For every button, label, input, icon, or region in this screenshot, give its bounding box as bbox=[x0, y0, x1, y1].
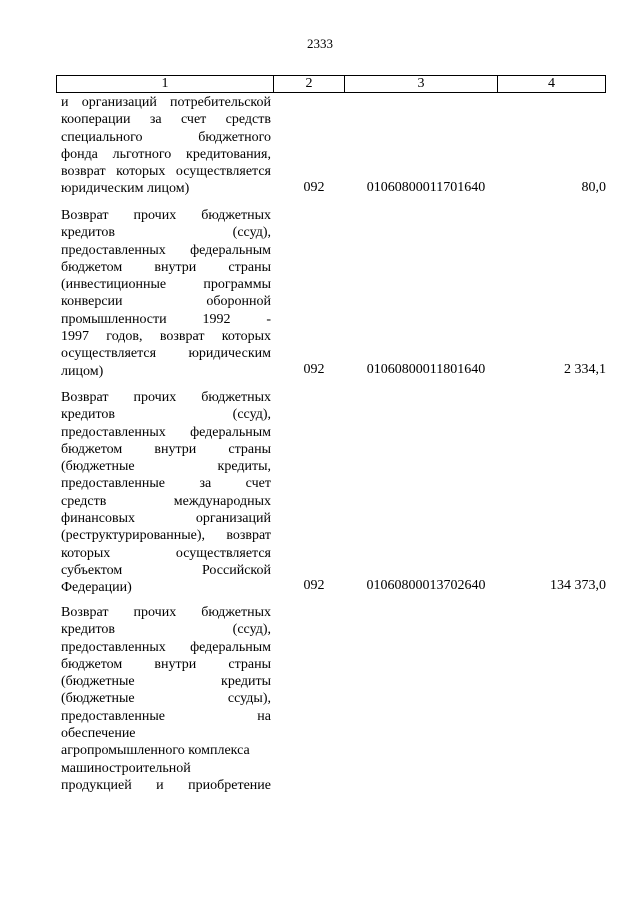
description-line: лицом) bbox=[61, 363, 104, 379]
description-line: возврат которых осуществляется bbox=[61, 164, 271, 180]
row-kbk: 01060800013702640 bbox=[366, 578, 486, 593]
description-line: финансовых организаций bbox=[61, 511, 271, 527]
description-line: кредитов (ссуд), bbox=[61, 225, 271, 241]
header-col-2: 2 bbox=[273, 76, 344, 92]
row-kbk: 01060800011801640 bbox=[366, 362, 486, 377]
description-line: юридическим лицом) bbox=[61, 181, 190, 197]
description-line: 1997 годов, возврат которых bbox=[61, 329, 271, 345]
header-col-1: 1 bbox=[161, 76, 169, 91]
description-line: предоставленных федеральным bbox=[61, 242, 271, 258]
row-code: 092 bbox=[303, 578, 325, 593]
description-line: (бюджетные кредиты, bbox=[61, 459, 271, 475]
header-col-3: 3 bbox=[344, 76, 497, 92]
description-line: машиностроительной bbox=[61, 760, 191, 776]
row-amount: 134 373,0 bbox=[550, 578, 606, 593]
row-amount: 80,0 bbox=[581, 180, 606, 195]
description-line: предоставленных федеральным bbox=[61, 639, 271, 655]
description-line: кооперации за счет средств bbox=[61, 112, 271, 128]
description-line: Возврат прочих бюджетных bbox=[61, 390, 271, 405]
description-line: обеспечение bbox=[61, 726, 136, 742]
header-col-4: 4 bbox=[497, 76, 605, 92]
description-line: промышленности 1992 - bbox=[61, 311, 271, 327]
description-line: и организаций потребительской bbox=[61, 95, 271, 110]
description-line: предоставленные на bbox=[61, 708, 271, 724]
description-line: Федерации) bbox=[61, 580, 132, 596]
description-line: осуществляется юридическим bbox=[61, 346, 271, 362]
row-amount: 2 334,1 bbox=[564, 362, 606, 377]
description-line: Возврат прочих бюджетных bbox=[61, 605, 271, 620]
description-line: средств международных bbox=[61, 493, 271, 509]
description-line: предоставленные за счет bbox=[61, 476, 271, 492]
row-description bbox=[61, 389, 271, 597]
page-number: 2333 bbox=[307, 36, 333, 51]
description-line: агропромышленного комплекса bbox=[61, 743, 250, 759]
description-line: (инвестиционные программы bbox=[61, 277, 271, 293]
row-kbk: 01060800011701640 bbox=[366, 180, 486, 195]
row-description bbox=[61, 207, 271, 380]
description-line: продукцией и приобретение bbox=[61, 777, 271, 793]
description-line: специального бюджетного bbox=[61, 129, 271, 145]
description-line: бюджетом внутри страны bbox=[61, 259, 271, 275]
table-header bbox=[56, 75, 606, 93]
description-line: бюджетом внутри страны bbox=[61, 656, 271, 672]
description-line: (бюджетные кредиты bbox=[61, 674, 271, 690]
description-line: предоставленных федеральным bbox=[61, 424, 271, 440]
description-line: бюджетом внутри страны bbox=[61, 441, 271, 457]
description-line: (реструктурированные), возврат bbox=[61, 528, 271, 544]
description-line: фонда льготного кредитования, bbox=[61, 146, 271, 162]
row-description bbox=[61, 94, 271, 198]
row-code: 092 bbox=[303, 362, 325, 377]
description-line: кредитов (ссуд), bbox=[61, 407, 271, 423]
description-line: кредитов (ссуд), bbox=[61, 622, 271, 638]
description-line: субъектом Российской bbox=[61, 562, 271, 578]
row-description bbox=[61, 604, 271, 794]
description-line: Возврат прочих бюджетных bbox=[61, 208, 271, 223]
description-line: которых осуществляется bbox=[61, 545, 271, 561]
description-line: конверсии оборонной bbox=[61, 294, 271, 310]
description-line: (бюджетные ссуды), bbox=[61, 691, 271, 707]
row-code: 092 bbox=[303, 180, 325, 195]
